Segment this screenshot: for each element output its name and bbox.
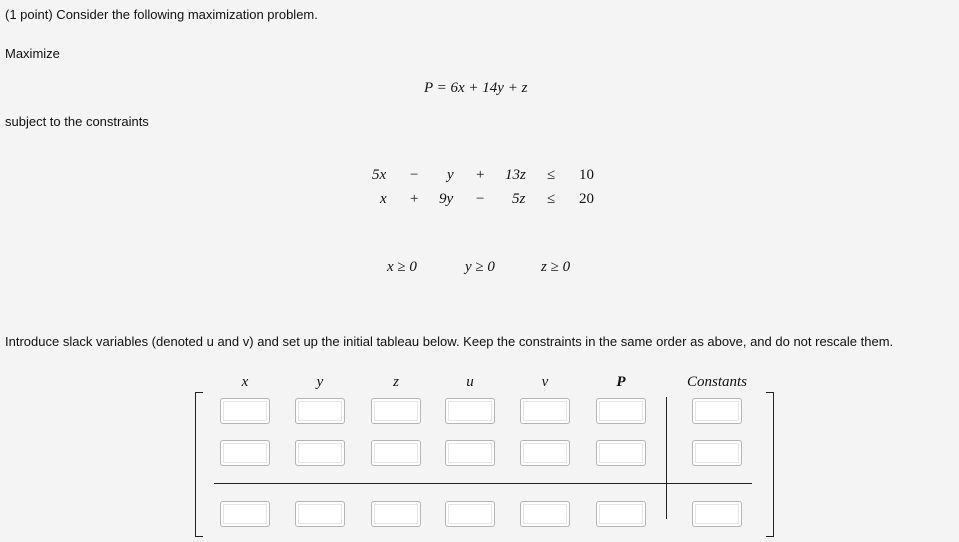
tableau-cell-r1-y[interactable] [295,398,345,424]
instructions: Introduce slack variables (denoted u and v) and set up the initial tableau below. Keep the constraints in the same order as above, and do not rescale them. [5,334,894,349]
tableau-cell-r1-v[interactable] [520,398,570,424]
constraint-op: − [410,167,419,183]
constraint-rhs: 20 [579,191,594,207]
tableau-cell-r1-p[interactable] [596,398,646,424]
tableau-header-z: z [393,374,399,390]
constraint-op: + [476,167,485,183]
constraints-label: subject to the constraints [5,114,149,129]
tableau-header-v: v [541,374,549,390]
constraint-term: y [447,167,454,183]
nonneg-x: x ≥ 0 [387,259,417,275]
tableau-cell-r1-x[interactable] [220,398,270,424]
constraint-term: 13z [505,167,526,183]
tableau-right-bracket [766,392,774,537]
tableau-cell-r2-y[interactable] [295,440,345,466]
constraint-term: 5x [372,167,387,183]
tableau-cell-r3-p[interactable] [596,501,646,527]
nonneg-y: y ≥ 0 [465,259,495,275]
objective-function: P = 6x + 14y + z [424,80,528,96]
constraint-term: x [380,191,387,207]
tableau-cell-r2-constants[interactable] [692,440,742,466]
tableau-cell-r2-v[interactable] [520,440,570,466]
maximize-label: Maximize [5,46,60,61]
tableau-cell-r3-y[interactable] [295,501,345,527]
tableau-cell-r2-p[interactable] [596,440,646,466]
tableau-left-bracket [195,392,203,537]
tableau-cell-r3-v[interactable] [520,501,570,527]
constraint-op: + [410,191,419,207]
tableau-cell-r3-x[interactable] [220,501,270,527]
constraint-rhs: 10 [579,167,594,183]
tableau-cell-r1-u[interactable] [445,398,495,424]
tableau-cell-r1-z[interactable] [371,398,421,424]
tableau-cell-r3-constants[interactable] [692,501,742,527]
constraint-term: 5z [512,191,526,207]
tableau-cell-r2-u[interactable] [445,440,495,466]
tableau-header-y: y [316,374,324,390]
constraint-op: ≤ [547,191,556,207]
tableau-cell-r1-constants[interactable] [692,398,742,424]
tableau-objective-divider [214,483,752,484]
constraint-term: 9y [439,191,454,207]
constraint-op: − [476,191,485,207]
tableau-constants-divider [666,397,667,519]
tableau-header-u: u [466,374,474,390]
tableau-cell-r2-x[interactable] [220,440,270,466]
constraint-op: ≤ [547,167,556,183]
tableau-header-x: x [241,374,249,390]
tableau-header-p: P [616,374,626,390]
tableau-cell-r3-u[interactable] [445,501,495,527]
nonneg-z: z ≥ 0 [541,259,571,275]
problem-intro: (1 point) Consider the following maximization problem. [5,7,318,22]
tableau-cell-r2-z[interactable] [371,440,421,466]
tableau-header-constants: Constants [686,374,747,390]
tableau-cell-r3-z[interactable] [371,501,421,527]
